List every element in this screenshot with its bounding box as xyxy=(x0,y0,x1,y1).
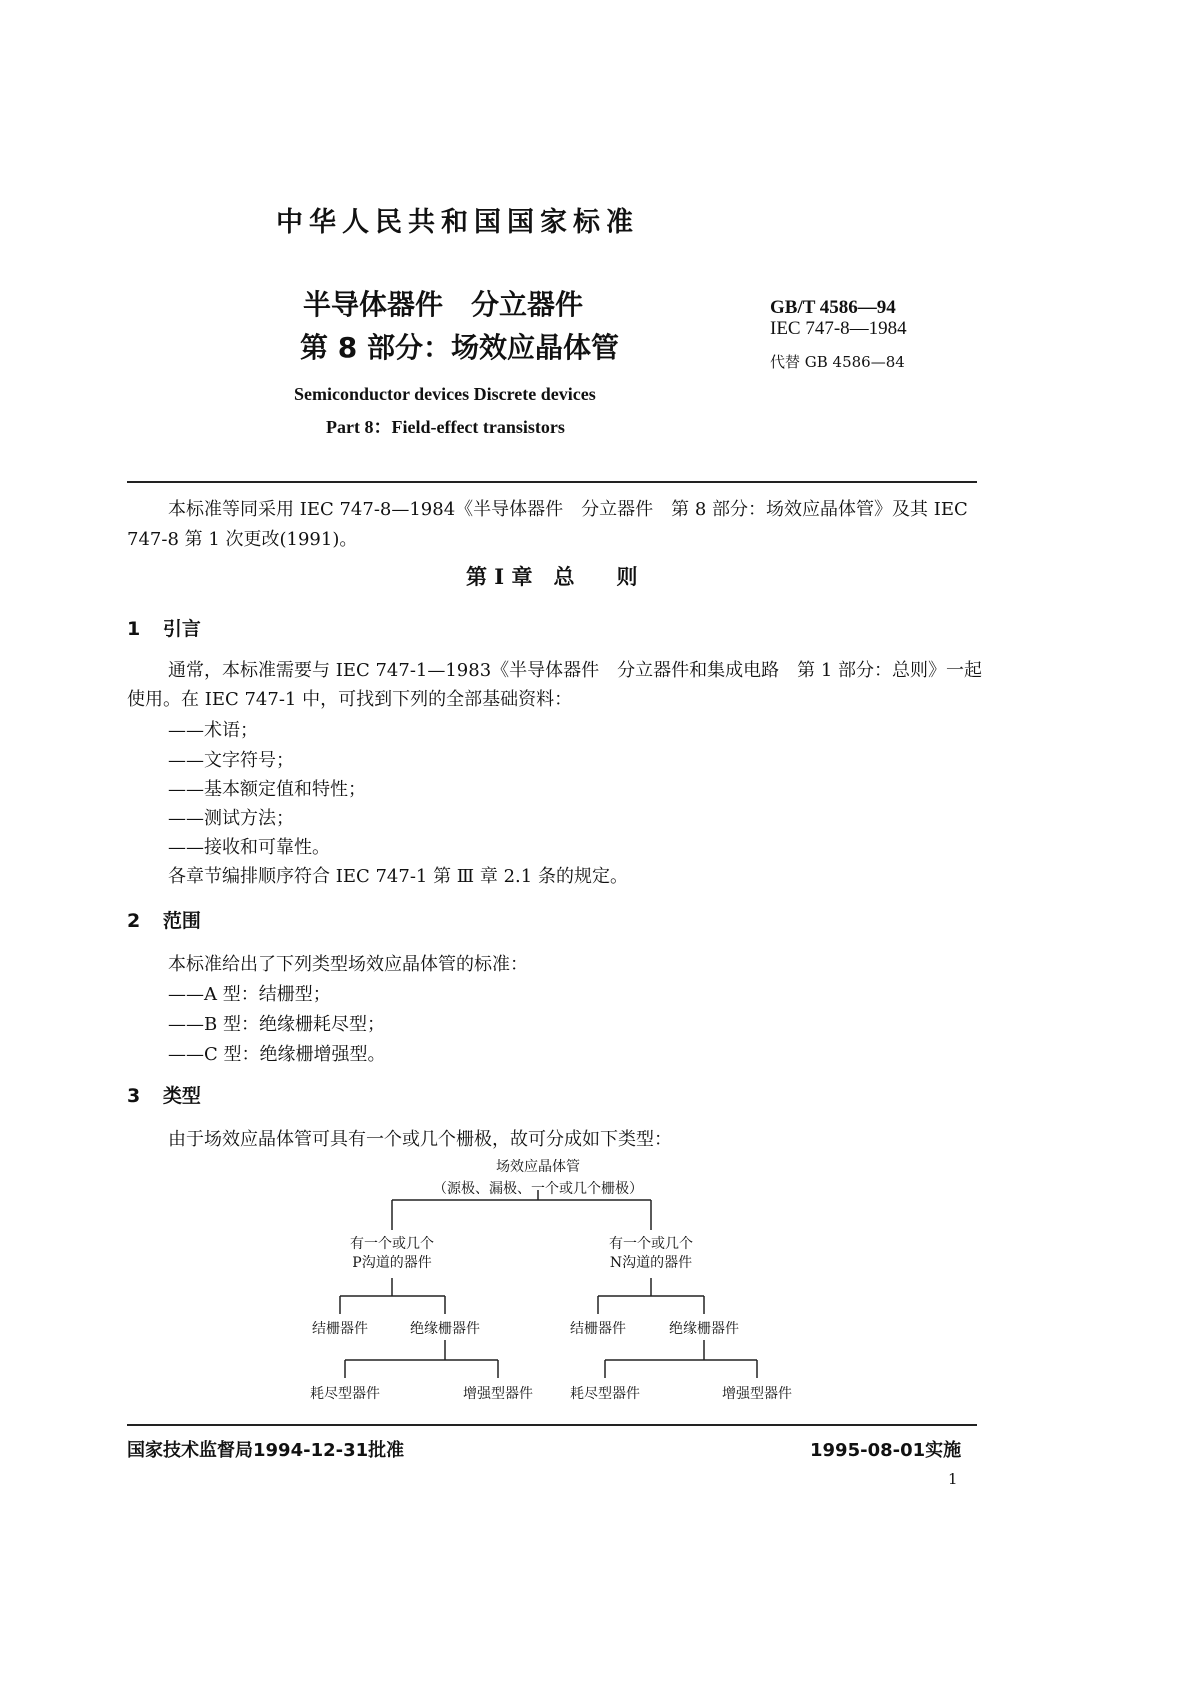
node-root-line2: （源极、漏极、一个或几个栅极） xyxy=(433,1181,643,1197)
node-n-depletion: 耗尽型器件 xyxy=(570,1386,640,1402)
tree-connectors xyxy=(340,1190,757,1378)
standard-number: GB/T 4586—94 xyxy=(770,297,896,318)
intro-line2: 747-8 第 1 次更改(1991)。 xyxy=(127,529,358,550)
iec-number: IEC 747-8—1984 xyxy=(770,318,907,339)
list-item: ——A 型：结栅型； xyxy=(168,984,331,1005)
list-item: ——基本额定值和特性； xyxy=(168,779,366,800)
section3-title: 类型 xyxy=(162,1085,201,1107)
node-n-channel-line1: 有一个或几个 xyxy=(609,1236,693,1252)
title-cn-line1: 半导体器件 分立器件 xyxy=(303,288,584,321)
chapter-title: 第 I 章 总 则 xyxy=(466,564,638,589)
list-item: ——术语； xyxy=(168,720,258,741)
section1-para-line1: 通常，本标准需要与 IEC 747-1—1983《半导体器件 分立器件和集成电路 第 1 部分：总则》一起 xyxy=(168,660,983,681)
section2-para: 本标准给出了下列类型场效应晶体管的标准： xyxy=(168,954,528,975)
title-en-line2: Part 8：Field-effect transistors xyxy=(326,417,565,437)
list-item: ——C 型：绝缘栅增强型。 xyxy=(168,1044,386,1065)
section1-closing: 各章节编排顺序符合 IEC 747-1 第 Ⅲ 章 2.1 条的规定。 xyxy=(168,866,628,887)
node-n-insulated-gate: 绝缘栅器件 xyxy=(669,1321,739,1337)
node-p-channel-line1: 有一个或几个 xyxy=(350,1236,434,1252)
node-n-enhancement: 增强型器件 xyxy=(722,1386,792,1402)
approval-note: 国家技术监督局1994-12-31批准 xyxy=(127,1440,405,1461)
section1-title: 引言 xyxy=(162,618,201,640)
intro-line1: 本标准等同采用 IEC 747-8—1984《半导体器件 分立器件 第 8 部分：场效应晶体管》及其 IEC xyxy=(168,499,968,520)
node-p-insulated-gate: 绝缘栅器件 xyxy=(410,1321,480,1337)
section1-number: 1 xyxy=(127,618,141,640)
list-item: ——文字符号； xyxy=(168,750,294,771)
node-p-junction-gate: 结栅器件 xyxy=(312,1321,368,1337)
section2-title: 范围 xyxy=(162,910,201,932)
section2-number: 2 xyxy=(127,910,141,932)
node-n-junction-gate: 结栅器件 xyxy=(570,1321,626,1337)
node-p-depletion: 耗尽型器件 xyxy=(310,1386,380,1402)
node-root-line1: 场效应晶体管 xyxy=(496,1159,580,1175)
footer-rule xyxy=(127,1424,977,1426)
section1-para-line2: 使用。在 IEC 747-1 中，可找到下列的全部基础资料： xyxy=(127,689,573,710)
node-p-channel-line2: P沟道的器件 xyxy=(352,1255,432,1271)
implementation-date: 1995-08-01实施 xyxy=(810,1440,962,1461)
section3-number: 3 xyxy=(127,1085,141,1107)
title-en-line1: Semiconductor devices Discrete devices xyxy=(294,384,596,404)
list-item: ——B 型：绝缘栅耗尽型； xyxy=(168,1014,385,1035)
node-p-enhancement: 增强型器件 xyxy=(463,1386,533,1402)
page-number: 1 xyxy=(948,1470,958,1488)
list-item: ——测试方法； xyxy=(168,808,294,829)
list-item: ——接收和可靠性。 xyxy=(168,837,330,858)
section3-para: 由于场效应晶体管可具有一个或几个栅极，故可分成如下类型： xyxy=(168,1129,672,1150)
national-standard-heading: 中华人民共和国国家标准 xyxy=(276,207,639,238)
node-n-channel-line2: N沟道的器件 xyxy=(609,1255,693,1271)
replaces-note: 代替 GB 4586—84 xyxy=(770,353,905,371)
title-cn-line2: 第 8 部分：场效应晶体管 xyxy=(300,331,619,364)
